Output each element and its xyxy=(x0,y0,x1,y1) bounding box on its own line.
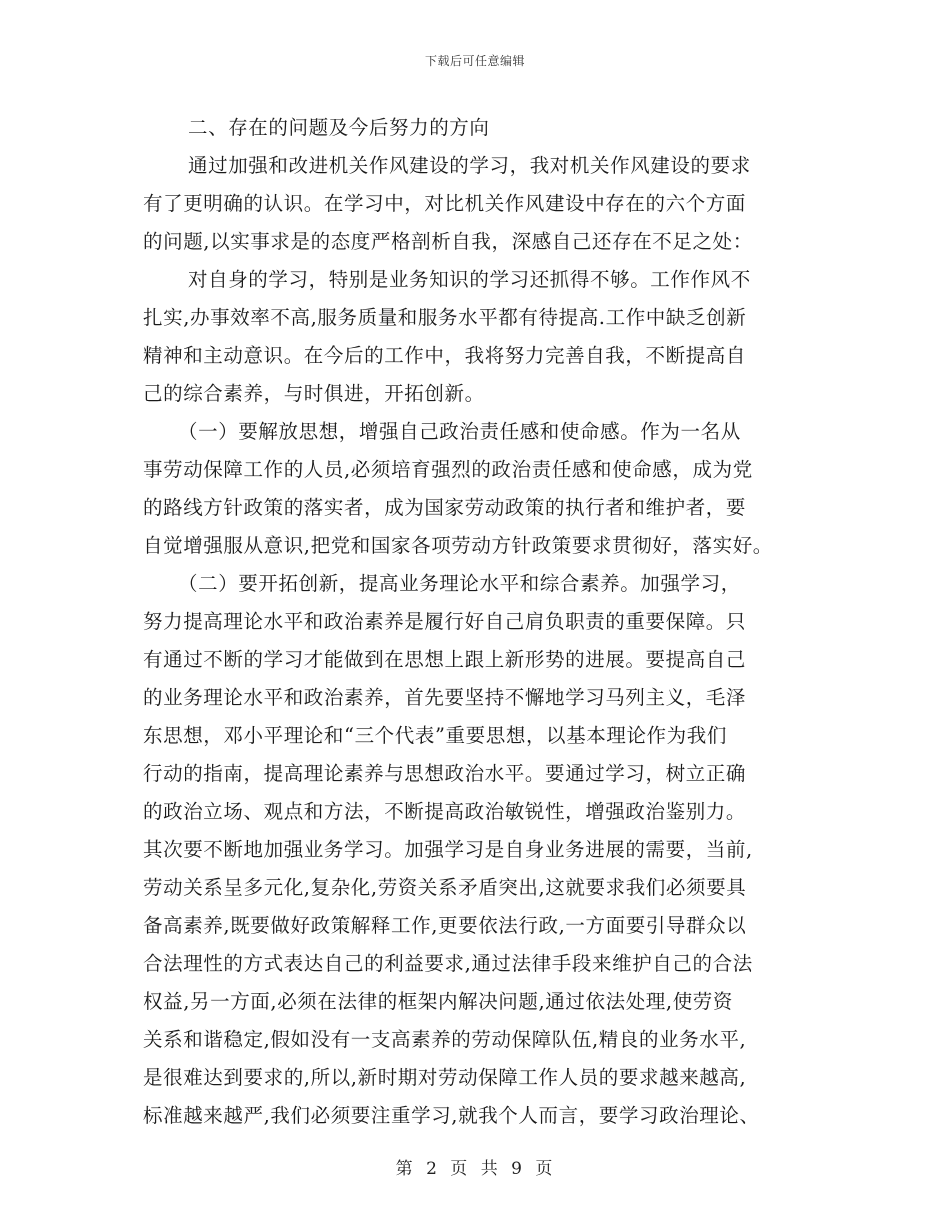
body-line: 是很难达到要求的,所以,新时期对劳动保障工作人员的要求越来越高, xyxy=(143,1066,747,1089)
body-line: 劳动关系呈多元化,复杂化,劳资关系矛盾突出,这就要求我们必须要具 xyxy=(143,876,747,899)
body-line: （二）要开拓创新，提高业务理论水平和综合素养。加强学习， xyxy=(178,572,741,595)
body-line: 通过加强和改进机关作风建设的学习，我对机关作风建设的要求 xyxy=(188,154,751,177)
page-number-footer: 第 2 页 共 9 页 xyxy=(395,1159,555,1179)
body-line: 标准越来越严,我们必须要注重学习,就我个人而言，要学习政治理论、 xyxy=(143,1104,760,1127)
page-header: 下载后可任意编辑 xyxy=(424,54,525,68)
body-line: 关系和谐稳定,假如没有一支高素养的劳动保障队伍,精良的业务水平, xyxy=(143,1028,747,1051)
body-line: 扎实,办事效率不高,服务质量和服务水平都有待提高.工作中缺乏创新 xyxy=(143,306,747,329)
body-line: 的路线方针政策的落实者，成为国家劳动政策的执行者和维护者，要 xyxy=(143,496,747,519)
body-line: 精神和主动意识。在今后的工作中，我将努力完善自我，不断提高自 xyxy=(143,344,747,367)
body-line: 对自身的学习，特别是业务知识的学习还抓得不够。工作作风不 xyxy=(188,268,751,291)
body-line: 东思想，邓小平理论和“三个代表”重要思想，以基本理论作为我们 xyxy=(143,724,727,747)
body-line: 努力提高理论水平和政治素养是履行好自己肩负职责的重要保障。只 xyxy=(143,610,747,633)
body-line: 其次要不断地加强业务学习。加强学习是自身业务进展的需要，当前, xyxy=(143,838,753,861)
body-line: 的政治立场、观点和方法，不断提高政治敏锐性，增强政治鉴别力。 xyxy=(143,800,747,823)
body-line: 行动的指南，提高理论素养与思想政治水平。要通过学习，树立正确 xyxy=(143,762,747,785)
body-line: 自觉增强服从意识,把党和国家各项劳动方针政策要求贯彻好，落实好。 xyxy=(143,534,773,557)
body-line: （一）要解放思想，增强自己政治责任感和使命感。作为一名从 xyxy=(178,420,741,443)
body-line: 有通过不断的学习才能做到在思想上跟上新形势的进展。要提高自己 xyxy=(143,648,747,671)
body-line: 权益,另一方面,必须在法律的框架内解决问题,通过依法处理,使劳资 xyxy=(143,990,733,1013)
body-line: 事劳动保障工作的人员,必须培育强烈的政治责任感和使命感，成为党 xyxy=(143,458,753,481)
body-line: 己的综合素养，与时俱进，开拓创新。 xyxy=(143,382,485,405)
body-line: 的业务理论水平和政治素养，首先要坚持不懈地学习马列主义，毛泽 xyxy=(143,686,747,709)
body-line: 合法理性的方式表达自己的利益要求,通过法律手段来维护自己的合法 xyxy=(143,952,753,975)
body-line: 备高素养,既要做好政策解释工作,更要依法行政,一方面要引导群众以 xyxy=(143,914,747,937)
body-line: 有了更明确的认识。在学习中，对比机关作风建设中存在的六个方面 xyxy=(143,192,747,215)
section-heading: 二、存在的问题及今后努力的方向 xyxy=(188,116,490,139)
body-line: 的问题,以实事求是的态度严格剖析自我，深感自己还存在不足之处： xyxy=(143,230,753,253)
